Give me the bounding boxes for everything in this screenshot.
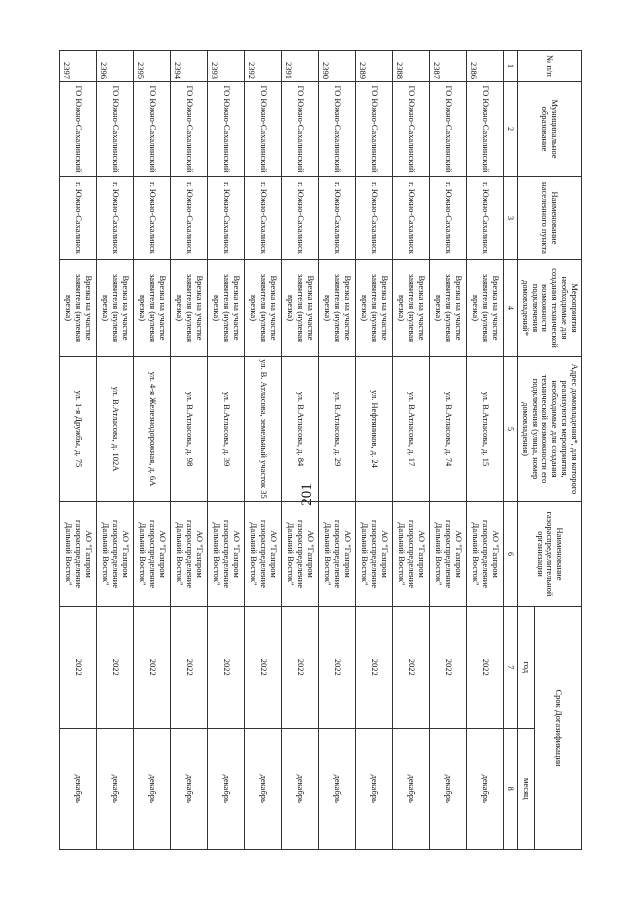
row-number: 2396	[97, 51, 134, 82]
header-year: год	[518, 607, 535, 729]
table-row	[97, 51, 134, 850]
organization-cell: АО "Газпром газораспределение Дальний Восток"	[171, 502, 208, 607]
organization-cell: АО "Газпром газораспределение Дальний Восток"	[208, 502, 245, 607]
year-cell: 2022	[319, 607, 356, 729]
header-month: месяц	[518, 728, 535, 850]
header-settlement: Наименование населенного пункта	[518, 177, 582, 260]
col-number: 1	[504, 51, 518, 82]
month-cell: декабрь	[97, 728, 134, 850]
col-number: 6	[504, 502, 518, 607]
activity-cell: Врезка на участке заявителя (нулевая врезка)	[467, 260, 504, 357]
municipality-cell: ГО Южно-Сахалинский	[171, 82, 208, 177]
organization-cell: АО "Газпром газораспределение Дальний Восток"	[467, 502, 504, 607]
activity-cell: Врезка на участке заявителя (нулевая врезка)	[134, 260, 171, 357]
table-row	[430, 51, 467, 850]
year-cell: 2022	[393, 607, 430, 729]
municipality-cell: ГО Южно-Сахалинский	[134, 82, 171, 177]
address-cell: ул. В.Атласова, д. 74	[430, 357, 467, 502]
municipality-cell: ГО Южно-Сахалинский	[208, 82, 245, 177]
month-cell: декабрь	[60, 728, 97, 850]
row-number: 2388	[393, 51, 430, 82]
organization-cell: АО "Газпром газораспределение Дальний Восток"	[319, 502, 356, 607]
organization-cell: АО "Газпром газораспределение Дальний Восток"	[282, 502, 319, 607]
table-row	[319, 51, 356, 850]
settlement-cell: г. Южно-Сахалинск	[171, 177, 208, 260]
organization-cell: АО "Газпром газораспределение Дальний Восток"	[245, 502, 282, 607]
address-cell: ул. В.Атласова, д. 15	[467, 357, 504, 502]
settlement-cell: г. Южно-Сахалинск	[134, 177, 171, 260]
year-cell: 2022	[282, 607, 319, 729]
municipality-cell: ГО Южно-Сахалинский	[356, 82, 393, 177]
col-number: 4	[504, 260, 518, 357]
address-cell: ул. В.Атласова, д. 98	[171, 357, 208, 502]
activity-cell: Врезка на участке заявителя (нулевая врезка)	[171, 260, 208, 357]
month-cell: декабрь	[467, 728, 504, 850]
municipality-cell: ГО Южно-Сахалинский	[319, 82, 356, 177]
settlement-cell: г. Южно-Сахалинск	[60, 177, 97, 260]
col-number: 2	[504, 82, 518, 177]
column-number-row	[504, 51, 518, 850]
row-number: 2394	[171, 51, 208, 82]
settlement-cell: г. Южно-Сахалинск	[97, 177, 134, 260]
gasification-table	[59, 50, 582, 850]
settlement-cell: г. Южно-Сахалинск	[319, 177, 356, 260]
table-row	[134, 51, 171, 850]
municipality-cell: ГО Южно-Сахалинский	[430, 82, 467, 177]
municipality-cell: ГО Южно-Сахалинский	[282, 82, 319, 177]
organization-cell: АО "Газпром газораспределение Дальний Восток"	[97, 502, 134, 607]
address-cell: ул. В.Атласова, д. 39	[208, 357, 245, 502]
col-number: 3	[504, 177, 518, 260]
settlement-cell: г. Южно-Сахалинск	[282, 177, 319, 260]
year-cell: 2022	[467, 607, 504, 729]
year-cell: 2022	[430, 607, 467, 729]
table-row	[208, 51, 245, 850]
month-cell: декабрь	[430, 728, 467, 850]
header-organization: Наименование газораспределительной организации	[518, 502, 582, 607]
address-cell: ул. 4-я Железнодорожная, д. 6А	[134, 357, 171, 502]
municipality-cell: ГО Южно-Сахалинский	[60, 82, 97, 177]
row-number: 2390	[319, 51, 356, 82]
activity-cell: Врезка на участке заявителя (нулевая врезка)	[282, 260, 319, 357]
row-number: 2393	[208, 51, 245, 82]
year-cell: 2022	[97, 607, 134, 729]
year-cell: 2022	[60, 607, 97, 729]
header-deadline: Срок Догазификации	[535, 607, 582, 850]
row-number: 2391	[282, 51, 319, 82]
table-row	[467, 51, 504, 850]
month-cell: декабрь	[134, 728, 171, 850]
settlement-cell: г. Южно-Сахалинск	[393, 177, 430, 260]
table-row	[356, 51, 393, 850]
organization-cell: АО "Газпром газораспределение Дальний Восток"	[393, 502, 430, 607]
month-cell: декабрь	[208, 728, 245, 850]
gasification-table-sheet	[62, 50, 582, 850]
address-cell: ул. В.Атласова, д. 29	[319, 357, 356, 502]
table-row	[60, 51, 97, 850]
header-municipality: Муниципальное образование	[518, 82, 582, 177]
page-number: 201	[298, 483, 315, 506]
header-num: № п/п	[518, 51, 582, 82]
table-row	[171, 51, 208, 850]
municipality-cell: ГО Южно-Сахалинский	[245, 82, 282, 177]
activity-cell: Врезка на участке заявителя (нулевая врезка)	[208, 260, 245, 357]
row-number: 2397	[60, 51, 97, 82]
activity-cell: Врезка на участке заявителя (нулевая врезка)	[356, 260, 393, 357]
activity-cell: Врезка на участке заявителя (нулевая врезка)	[430, 260, 467, 357]
settlement-cell: г. Южно-Сахалинск	[245, 177, 282, 260]
row-number: 2395	[134, 51, 171, 82]
organization-cell: АО "Газпром газораспределение Дальний Восток"	[430, 502, 467, 607]
municipality-cell: ГО Южно-Сахалинский	[97, 82, 134, 177]
address-cell: ул. В. Атласова, земельный участок 35	[245, 357, 282, 502]
settlement-cell: г. Южно-Сахалинск	[208, 177, 245, 260]
organization-cell: АО "Газпром газораспределение Дальний Восток"	[60, 502, 97, 607]
month-cell: декабрь	[356, 728, 393, 850]
year-cell: 2022	[356, 607, 393, 729]
address-cell: ул. 1-я Дружбы, д. 75	[60, 357, 97, 502]
activity-cell: Врезка на участке заявителя (нулевая врезка)	[97, 260, 134, 357]
year-cell: 2022	[245, 607, 282, 729]
activity-cell: Врезка на участке заявителя (нулевая врезка)	[319, 260, 356, 357]
row-number: 2392	[245, 51, 282, 82]
municipality-cell: ГО Южно-Сахалинский	[467, 82, 504, 177]
year-cell: 2022	[171, 607, 208, 729]
organization-cell: АО "Газпром газораспределение Дальний Восток"	[134, 502, 171, 607]
municipality-cell: ГО Южно-Сахалинский	[393, 82, 430, 177]
header-activities: Мероприятия необходимые для создания технической возможности подключения домовладений*	[518, 260, 582, 357]
address-cell: ул. Нефтяников, д. 24	[356, 357, 393, 502]
year-cell: 2022	[134, 607, 171, 729]
header-address: Адрес домовладения*, для которого реализуются мероприятия, необходимые для создания технической возможности его подключения (улица, номер домовладения)	[518, 357, 582, 502]
year-cell: 2022	[208, 607, 245, 729]
col-number: 7	[504, 607, 518, 729]
activity-cell: Врезка на участке заявителя (нулевая врезка)	[393, 260, 430, 357]
row-number: 2387	[430, 51, 467, 82]
month-cell: декабрь	[319, 728, 356, 850]
settlement-cell: г. Южно-Сахалинск	[430, 177, 467, 260]
col-number: 8	[504, 728, 518, 850]
row-number: 2389	[356, 51, 393, 82]
address-cell: ул. В.Атласова, д. 102А	[97, 357, 134, 502]
row-number: 2386	[467, 51, 504, 82]
settlement-cell: г. Южно-Сахалинск	[356, 177, 393, 260]
month-cell: декабрь	[245, 728, 282, 850]
month-cell: декабрь	[393, 728, 430, 850]
activity-cell: Врезка на участке заявителя (нулевая врезка)	[60, 260, 97, 357]
table-row	[393, 51, 430, 850]
organization-cell: АО "Газпром газораспределение Дальний Восток"	[356, 502, 393, 607]
activity-cell: Врезка на участке заявителя (нулевая врезка)	[245, 260, 282, 357]
table-row	[282, 51, 319, 850]
settlement-cell: г. Южно-Сахалинск	[467, 177, 504, 260]
table-row	[245, 51, 282, 850]
month-cell: декабрь	[171, 728, 208, 850]
address-cell: ул. В.Атласова, д. 17	[393, 357, 430, 502]
col-number: 5	[504, 357, 518, 502]
address-cell: ул. В.Атласова, д. 84	[282, 357, 319, 502]
month-cell: декабрь	[282, 728, 319, 850]
